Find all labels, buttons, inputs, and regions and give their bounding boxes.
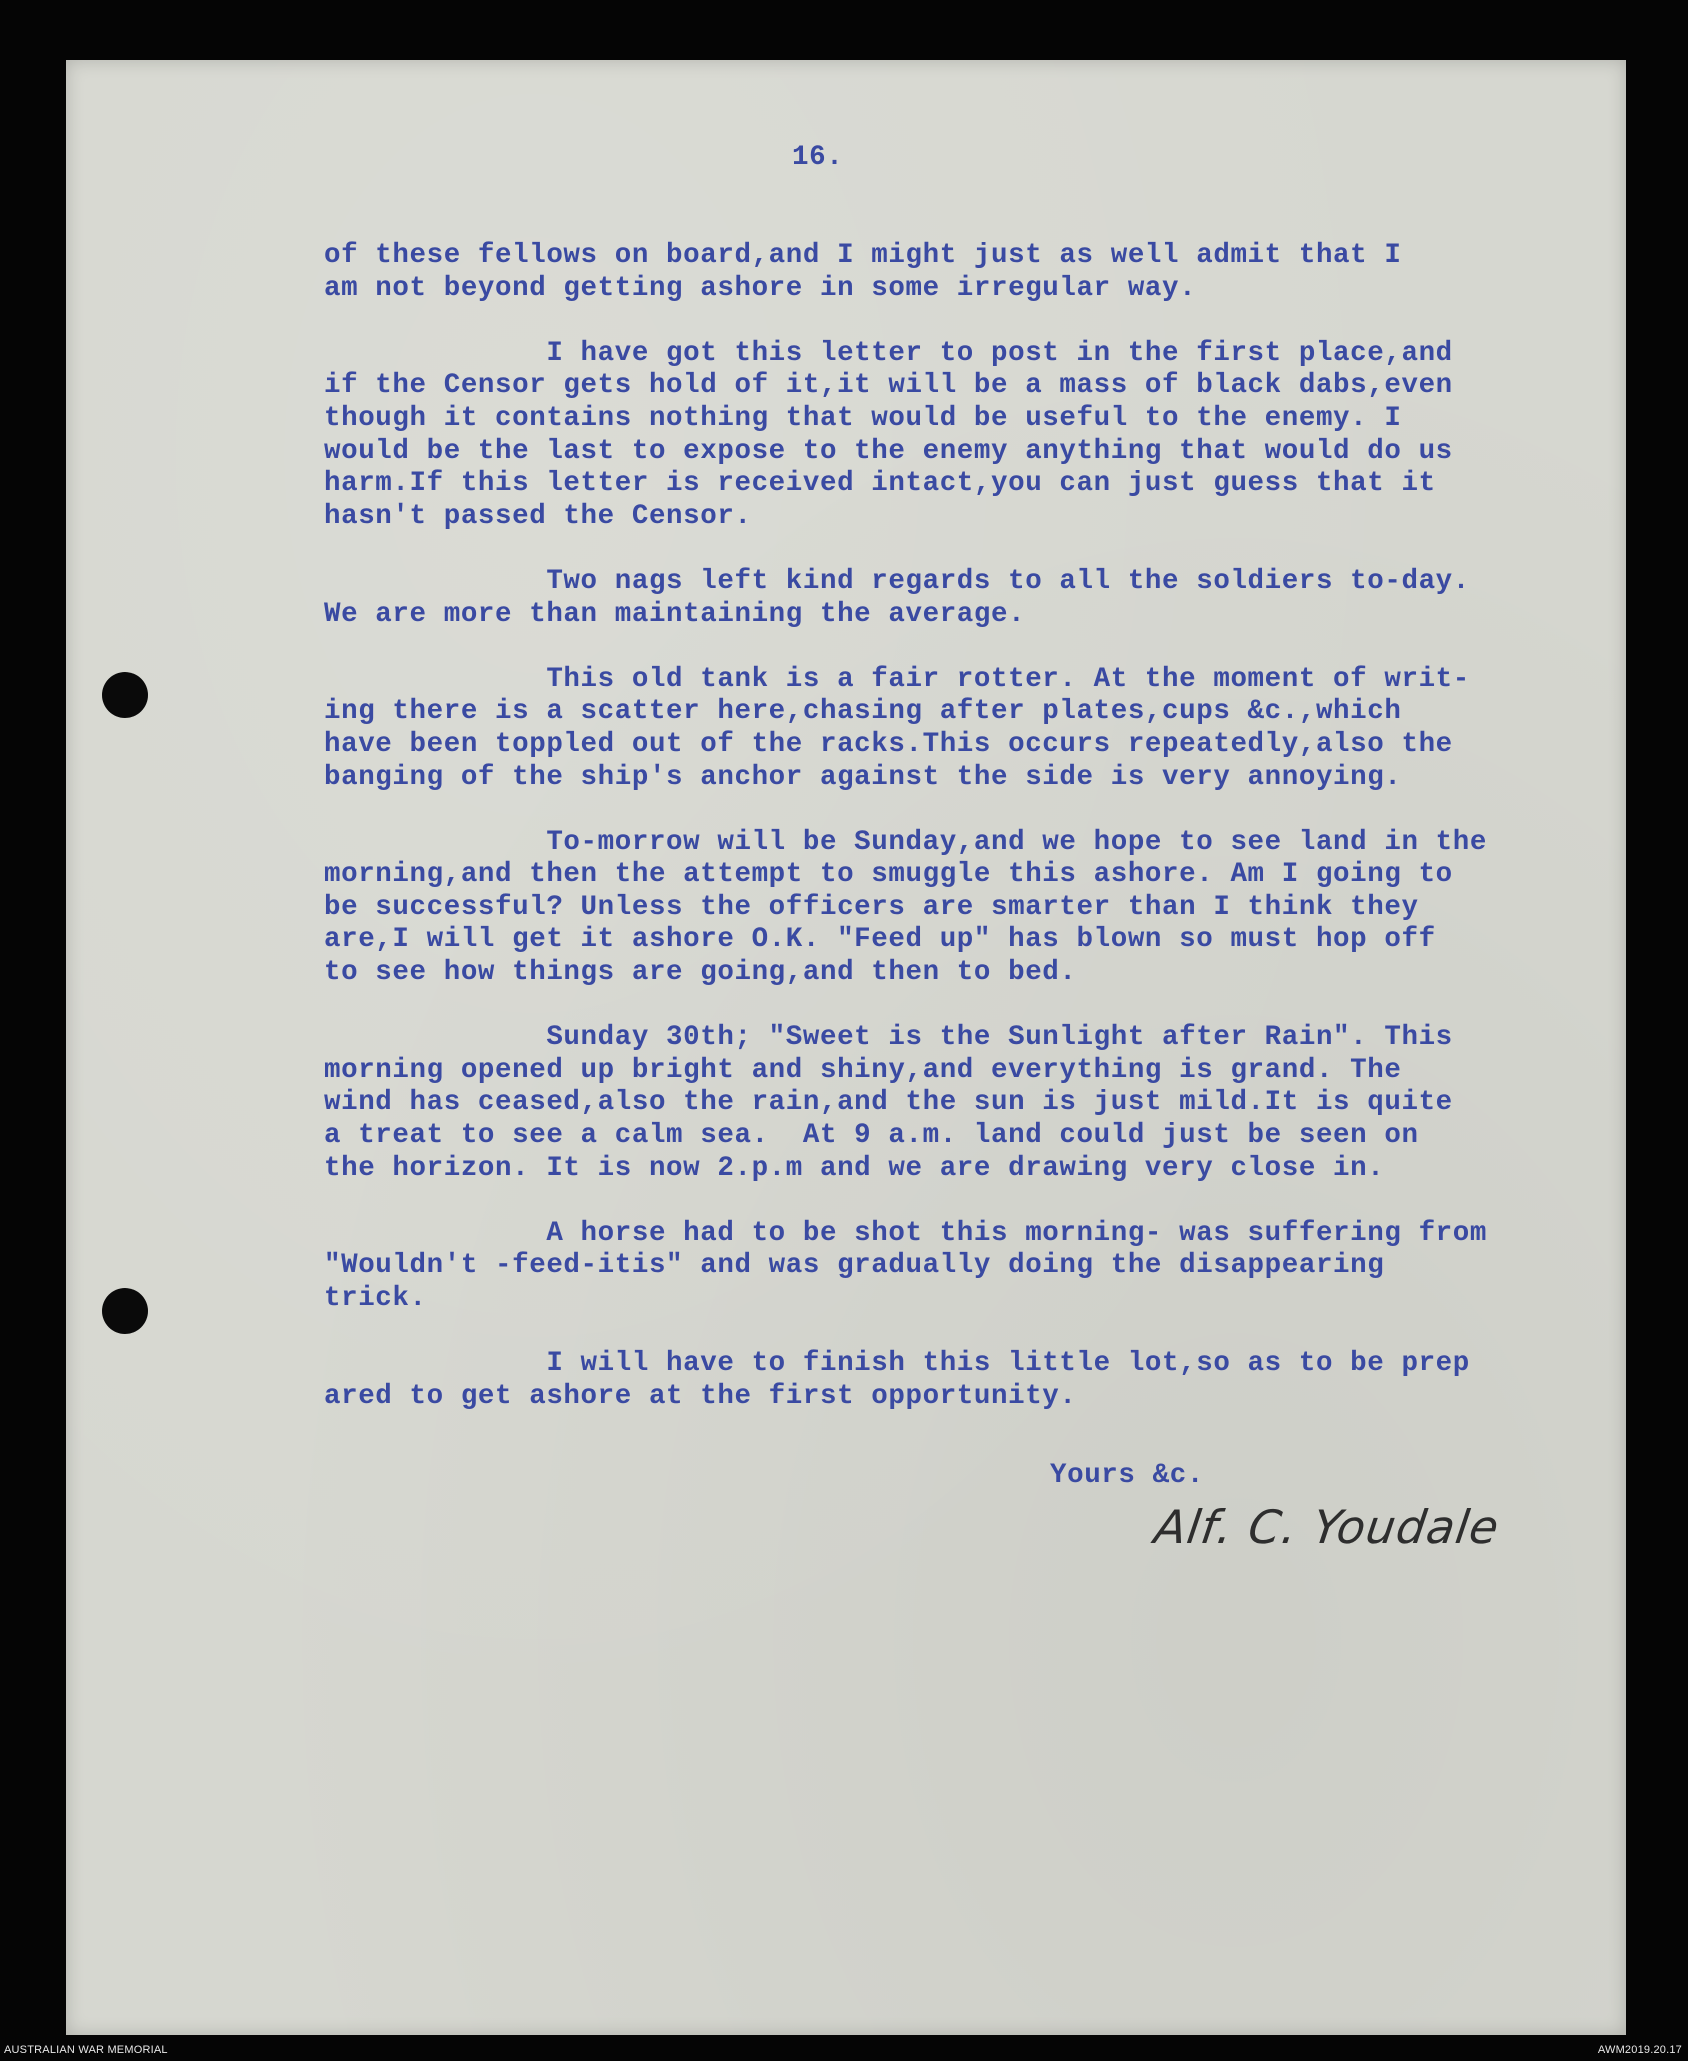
punch-hole-top bbox=[102, 672, 148, 718]
typed-line: to see how things are going,and then to bed. bbox=[324, 957, 1077, 989]
typed-line: the horizon. It is now 2.p.m and we are drawing very close in. bbox=[324, 1152, 1385, 1184]
typed-line: wind has ceased,also the rain,and the sun is just mild.It is quite bbox=[324, 1087, 1453, 1119]
typed-line: We are more than maintaining the average. bbox=[324, 598, 1026, 630]
letter-paragraph bbox=[324, 566, 1619, 631]
typed-line: A horse had to be shot this morning- was suffering from bbox=[324, 1217, 1487, 1249]
letter-body bbox=[324, 240, 1619, 1446]
typed-line: "Wouldn't -feed-itis" and was gradually doing the disappearing bbox=[324, 1250, 1385, 1282]
typed-line: be successful? Unless the officers are smarter than I think they bbox=[324, 891, 1419, 923]
typed-line: Two nags left kind regards to all the soldiers to-day. bbox=[324, 565, 1470, 597]
typed-line: a treat to see a calm sea. At 9 a.m. land could just be seen on bbox=[324, 1120, 1419, 1152]
letter-closing: Yours &c. bbox=[1050, 1460, 1204, 1491]
typed-line: ared to get ashore at the first opportunity. bbox=[324, 1380, 1077, 1412]
typed-line: banging of the ship's anchor against the side is very annoying. bbox=[324, 761, 1402, 793]
typed-line: To-morrow will be Sunday,and we hope to see land in the bbox=[324, 826, 1487, 858]
typed-line: trick. bbox=[324, 1283, 427, 1314]
footer-reference: AWM2019.20.17 bbox=[1597, 2044, 1682, 2056]
footer-institution: AUSTRALIAN WAR MEMORIAL bbox=[4, 2044, 168, 2056]
typed-line: would be the last to expose to the enemy anything that would do us bbox=[324, 435, 1453, 467]
letter-paragraph bbox=[324, 1022, 1619, 1185]
typed-line: Sunday 30th; "Sweet is the Sunlight after Rain". This bbox=[324, 1022, 1453, 1054]
typed-line: I will have to finish this little lot,so as to be prep bbox=[324, 1348, 1470, 1380]
typed-line: hasn't passed the Censor. bbox=[324, 500, 752, 532]
typed-line: morning opened up bright and shiny,and everything is grand. The bbox=[324, 1054, 1402, 1086]
typed-line: ing there is a scatter here,chasing after plates,cups &c.,which bbox=[324, 696, 1402, 728]
typed-line: are,I will get it ashore O.K. "Feed up" has blown so must hop off bbox=[324, 924, 1436, 956]
typed-line: I have got this letter to post in the first place,and bbox=[324, 337, 1453, 369]
letter-paragraph bbox=[324, 1348, 1619, 1413]
punch-hole-bottom bbox=[102, 1288, 148, 1334]
letter-paragraph bbox=[324, 827, 1619, 990]
typed-line: harm.If this letter is received intact,you can just guess that it bbox=[324, 468, 1436, 500]
typed-line: am not beyond getting ashore in some irregular way. bbox=[324, 272, 1197, 304]
typed-line: This old tank is a fair rotter. At the moment of writ- bbox=[324, 663, 1470, 695]
letter-paragraph bbox=[324, 338, 1619, 534]
typed-line: of these fellows on board,and I might just as well admit that I bbox=[324, 240, 1402, 271]
page-number: 16. bbox=[792, 142, 844, 173]
typed-line: though it contains nothing that would be useful to the enemy. I bbox=[324, 402, 1402, 434]
letter-paragraph bbox=[324, 1218, 1619, 1316]
handwritten-signature: Alf. C. Youdale bbox=[1151, 1500, 1503, 1554]
letter-paragraph bbox=[324, 664, 1619, 794]
typed-line: have been toppled out of the racks.This occurs repeatedly,also the bbox=[324, 728, 1453, 760]
letter-paragraph bbox=[324, 240, 1619, 305]
typed-line: morning,and then the attempt to smuggle this ashore. Am I going to bbox=[324, 859, 1453, 891]
typed-line: if the Censor gets hold of it,it will be a mass of black dabs,even bbox=[324, 370, 1453, 402]
